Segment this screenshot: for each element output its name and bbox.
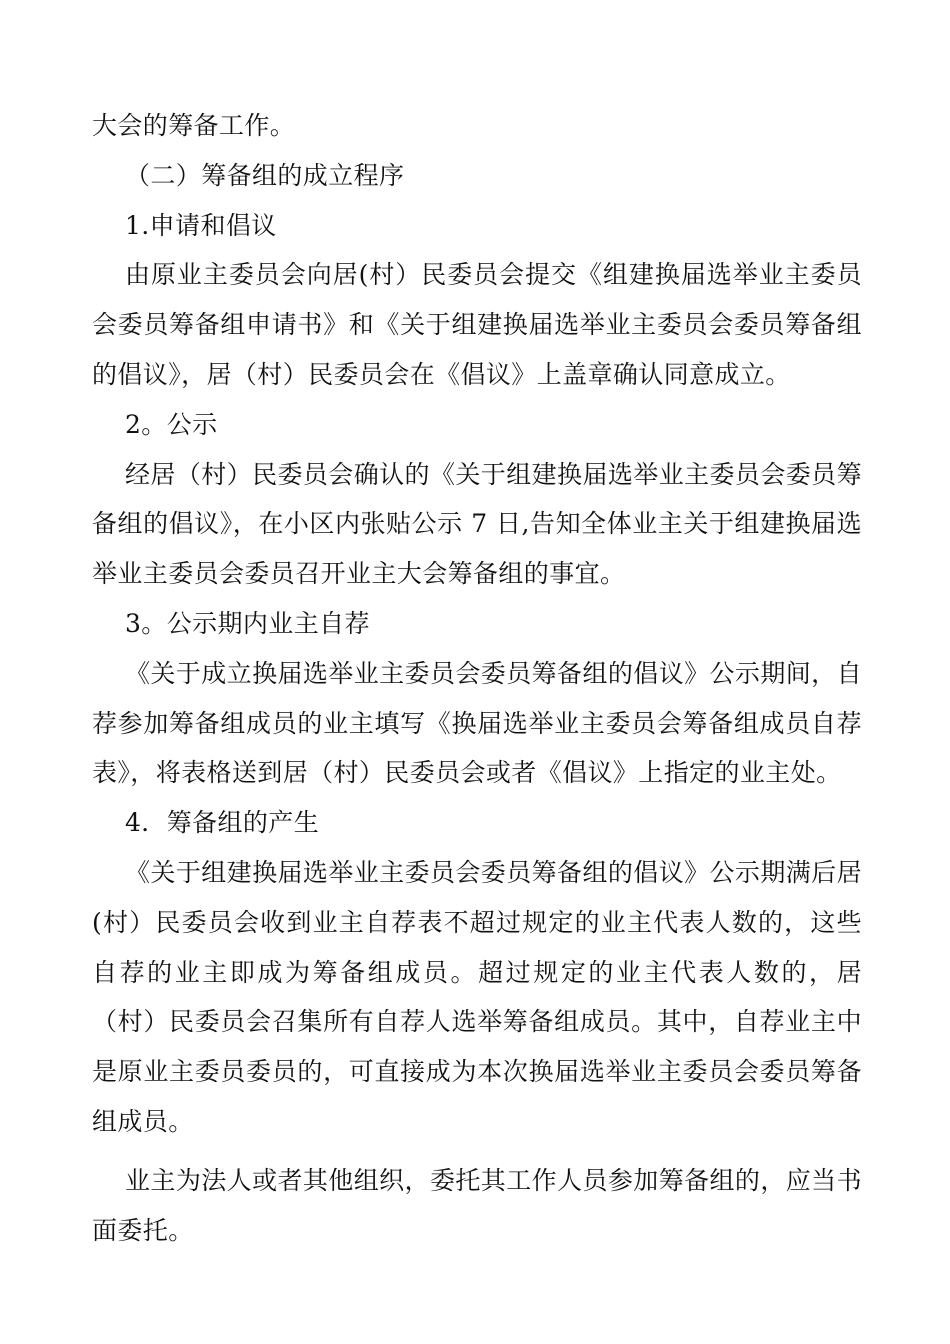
section-heading-establishment-procedure: （二）筹备组的成立程序 bbox=[125, 160, 405, 190]
paragraph-application: 由原业主委员会向居(村）民委员会提交《组建换届选举业主委员会委员筹备组申请书》和《关于组建换届选举业主委员会委员筹备组的倡议》，居（村）民委员会在《倡议》上盖章确认同意成立。 bbox=[92, 260, 862, 389]
paragraph-publicity: 经居（村）民委员会确认的《关于组建换届选举业主委员会委员筹备组的倡议》，在小区内张贴公示 7 日,告知全体业主关于组建换届选举业主委员会委员召开业主大会筹备组的事宜。 bbox=[92, 459, 862, 589]
paragraph-entrustment: 业主为法人或者其他组织，委托其工作人员参加筹备组的，应当书面委托。 bbox=[92, 1165, 862, 1245]
subheading-group-formation: 4．筹备组的产生 bbox=[125, 808, 320, 838]
subheading-application-proposal: 1.申请和倡议 bbox=[125, 210, 277, 240]
paragraph-group-formation: 《关于组建换届选举业主委员会委员筹备组的倡议》公示期满后居(村）民委员会收到业主自荐表不超过规定的业主代表人数的，这些自荐的业主即成为筹备组成员。超过规定的业主代表人数的，居（村）民委员会召集所有自荐人选举筹备组成员。其中，自荐业主中是原业主委员委员的，可直接成为本次换届选举业主委员会委员筹备组成员。 bbox=[92, 857, 862, 1136]
paragraph-continuation: 大会的筹备工作。 bbox=[92, 111, 296, 140]
document-body bbox=[92, 101, 862, 1255]
subheading-publicity: 2。公示 bbox=[125, 409, 218, 439]
paragraph-self-recommendation: 《关于成立换届选举业主委员会委员筹备组的倡议》公示期间，自荐参加筹备组成员的业主填写《换届选举业主委员会筹备组成员自荐表》，将表格送到居（村）民委员会或者《倡议》上指定的业主处。 bbox=[92, 658, 862, 788]
subheading-self-recommendation: 3。公示期内业主自荐 bbox=[125, 608, 370, 638]
